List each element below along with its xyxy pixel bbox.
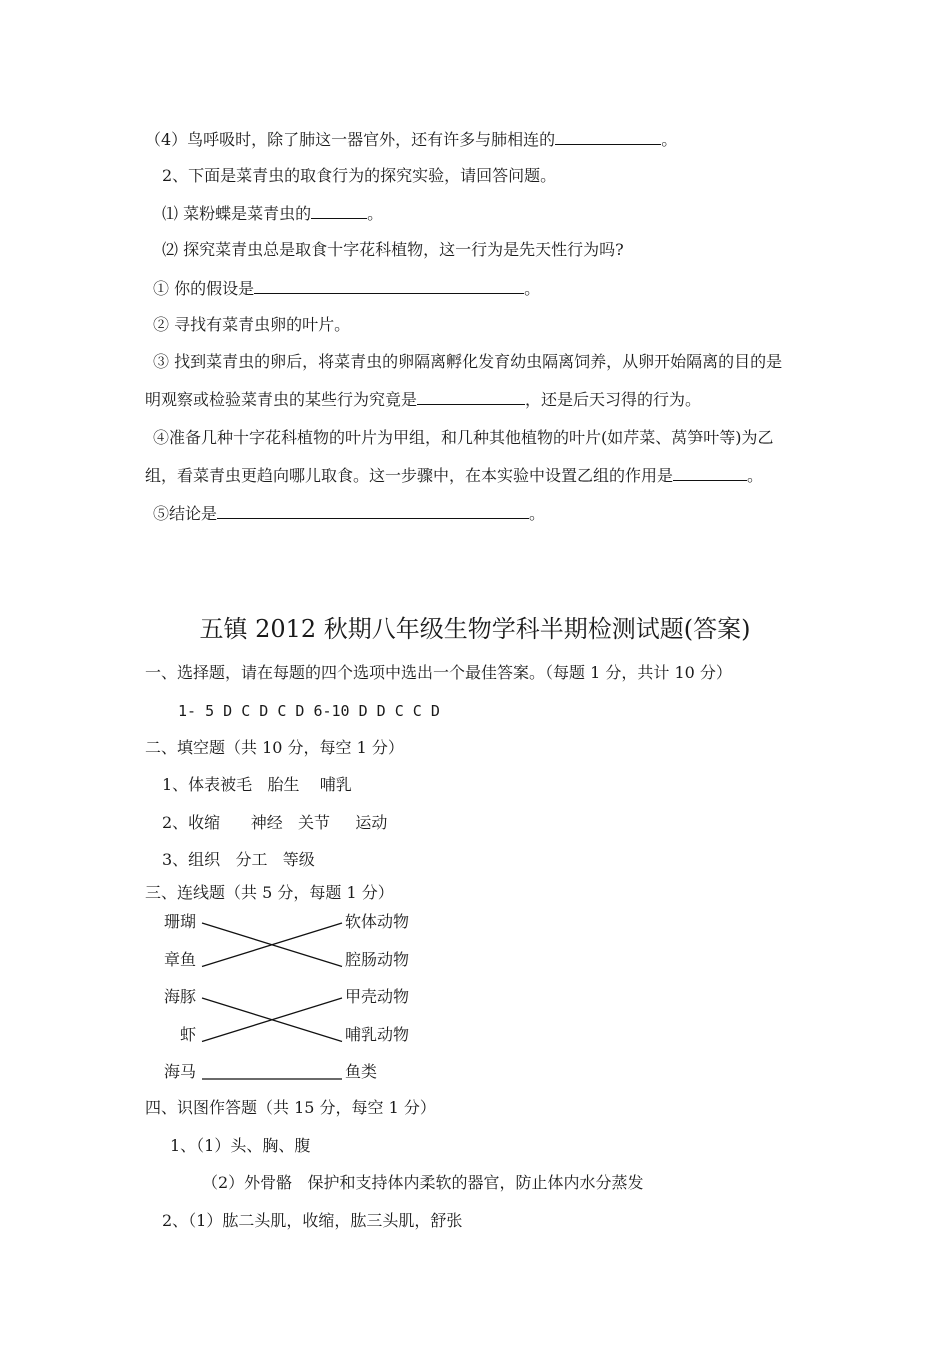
- match-right-4: 鱼类: [345, 1062, 378, 1081]
- step-5-conclusion: ⑤结论是 。: [153, 504, 546, 523]
- section-1-answers: 1- 5 D C D C D 6-10 D D C C D: [178, 702, 440, 720]
- match-right-0: 软体动物: [345, 912, 410, 931]
- step-4-line-a: ④准备几种十字花科植物的叶片为甲组，和几种其他植物的叶片(如芹菜、莴笋叶等)为乙: [153, 428, 774, 447]
- section-2-row-3: 3、组织 分工 等级: [162, 850, 315, 869]
- answer-key-title: 五镇 2012 秋期八年级生物学科半期检测试题(答案): [199, 615, 751, 643]
- section-3-header: 三、连线题（共 5 分，每题 1 分）: [145, 883, 394, 902]
- match-right-2: 甲壳动物: [345, 987, 410, 1006]
- section-4-item-1a: 1、（1）头、胸、腹: [170, 1136, 311, 1155]
- match-left-3: 虾: [179, 1024, 196, 1044]
- section-2-row-1: 1、体表被毛 胎生 哺乳: [162, 775, 352, 794]
- section-1-header: 一、选择题，请在每题的四个选项中选出一个最佳答案。（每题 1 分，共计 10 分）: [145, 663, 732, 682]
- section-4-item-2a: 2、（1）肱二头肌，收缩，肱三头肌，舒张: [162, 1211, 463, 1230]
- match-left-1: 章鱼: [163, 949, 196, 969]
- section-4-header: 四、识图作答题（共 15 分，每空 1 分）: [145, 1098, 436, 1117]
- match-left-2: 海豚: [163, 987, 196, 1006]
- step-3-line-b: 明观察或检验菜青虫的某些行为究竟是 ，还是后天习得的行为。: [145, 390, 702, 409]
- section-4-item-1b: （2）外骨骼 保护和支持体内柔软的器官，防止体内水分蒸发: [202, 1173, 644, 1192]
- match-left-4: 海马: [163, 1062, 196, 1081]
- section-2-row-2: 2、收缩 神经 关节 运动: [162, 813, 388, 832]
- question-bird-breathing: （4）鸟呼吸时，除了肺这一器官外，还有许多与肺相连的 。: [145, 130, 678, 149]
- step-1-hypothesis: ① 你的假设是 。: [153, 279, 541, 298]
- step-2: ② 寻找有菜青虫卵的叶片。: [153, 315, 351, 334]
- match-left-0: 珊瑚: [163, 912, 196, 931]
- step-3-line-a: ③ 找到菜青虫的卵后，将菜青虫的卵隔离孵化发育幼虫隔离饲养，从卵开始隔离的目的是: [153, 352, 783, 371]
- match-right-1: 腔肠动物: [345, 949, 410, 969]
- question-2-1: ⑴ 菜粉蝶是菜青虫的 。: [162, 204, 384, 223]
- step-4-line-b: 组，看菜青虫更趋向哪儿取食。这一步骤中，在本实验中设置乙组的作用是 。: [145, 466, 764, 485]
- question-2-intro: 2、下面是菜青虫的取食行为的探究实验，请回答问题。: [162, 166, 557, 185]
- section-2-header: 二、填空题（共 10 分，每空 1 分）: [145, 738, 404, 757]
- match-right-3: 哺乳动物: [345, 1024, 410, 1044]
- question-2-2: ⑵ 探究菜青虫总是取食十字花科植物，这一行为是先天性行为吗?: [162, 240, 624, 259]
